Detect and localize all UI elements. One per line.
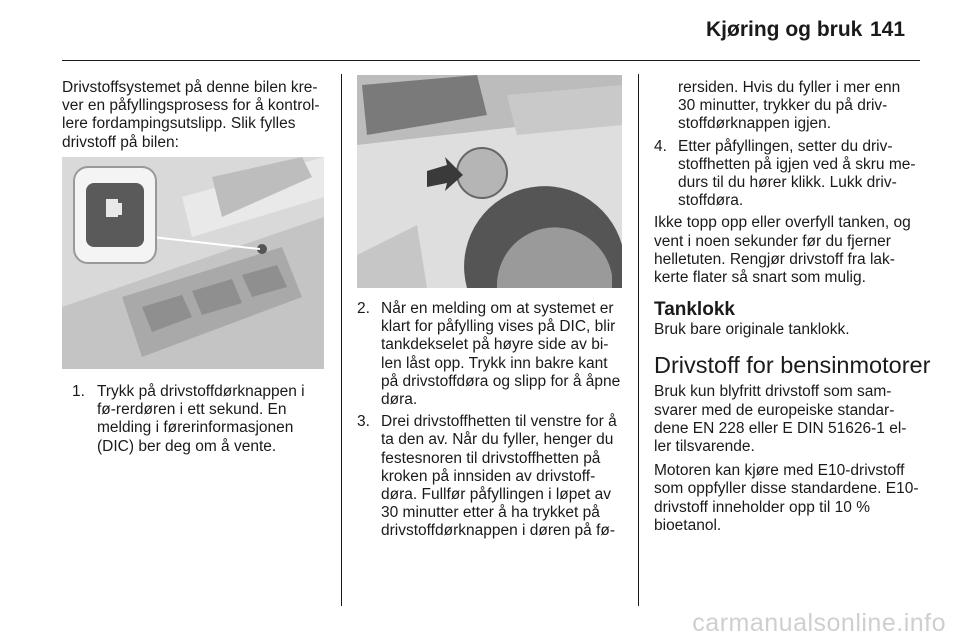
intro-paragraph: Drivstoffsystemet på denne bilen kre-ver en påfyllingsprosess for å kontrol-lere fordampingsutslipp. Slik fylles drivstoff på bilen: bbox=[62, 79, 320, 151]
section-heading: Drivstoff for bensinmotorer bbox=[654, 352, 931, 379]
warning-paragraph: Ikke topp opp eller overfyll tanken, og vent i noen sekunder før du fjerner helletuten. Rengjør drivstoff fra lak-kerte flater så snart som mulig. bbox=[654, 214, 911, 287]
step-text: Etter påfyllingen, setter du driv-stoffhetten på igjen ved å skru me-durs til du hører klikk. Lukk driv-stoffdøra. bbox=[678, 137, 916, 210]
step-number: 3. bbox=[357, 413, 370, 431]
paragraph: Motoren kan kjøre med E10-drivstoff som oppfyller disse standardene. E10-drivstoff inneholder opp til 10 % bioetanol. bbox=[654, 462, 919, 534]
column-divider-right bbox=[638, 74, 639, 606]
column-3 bbox=[654, 79, 931, 535]
fuel-door-illustration bbox=[357, 75, 622, 288]
tanklokk-heading: Tanklokk bbox=[654, 299, 735, 321]
page-number: 141 bbox=[870, 18, 906, 41]
column-2-steps bbox=[357, 300, 625, 545]
door-button-illustration bbox=[62, 157, 324, 369]
tanklokk-text: Bruk bare originale tanklokk. bbox=[654, 321, 850, 339]
step-number: 4. bbox=[654, 137, 667, 155]
header-rule bbox=[62, 60, 920, 61]
watermark: carmanualsonline.info bbox=[692, 609, 946, 637]
column-1-steps bbox=[62, 383, 326, 460]
continued-step-text: rersiden. Hvis du fyller i mer enn 30 minutter, trykker du på driv-stoffdørknappen igjen. bbox=[678, 79, 901, 133]
paragraph: Bruk kun blyfritt drivstoff som sam-svarer med de europeiske standar-dene EN 228 eller E DIN 51626-1 el-ler tilsvarende. bbox=[654, 383, 907, 456]
column-1 bbox=[62, 79, 326, 152]
step-text: Drei drivstoffhetten til venstre for å ta den av. Når du fyller, henger du festesnoren til drivstoffhetten på kroken på innsiden av drivstoff-døra. Fullfør påfyllingen i løpet av 30 minutter etter å ha trykket på drivstoffdørknappen i døren på fø- bbox=[381, 413, 617, 540]
page-header-title: Kjøring og bruk bbox=[706, 18, 863, 41]
list-item bbox=[654, 138, 920, 211]
step-number: 1. bbox=[72, 383, 85, 400]
column-divider-left bbox=[341, 74, 342, 606]
step-number: 2. bbox=[357, 300, 370, 317]
list-item bbox=[357, 413, 625, 540]
list-item bbox=[72, 383, 326, 456]
step-text: Trykk på drivstoffdørknappen i fø-rerdøren i ett sekund. En melding i førerinformasjonen (DIC) ber deg om å vente. bbox=[97, 383, 305, 455]
step-text: Når en melding om at systemet er klart for påfylling vises på DIC, blir tankdekselet på høyre side av bi-len låst opp. Trykk inn bakre kant på drivstoffdøra og slipp for å åpne døra. bbox=[381, 300, 621, 409]
list-item bbox=[357, 300, 625, 409]
